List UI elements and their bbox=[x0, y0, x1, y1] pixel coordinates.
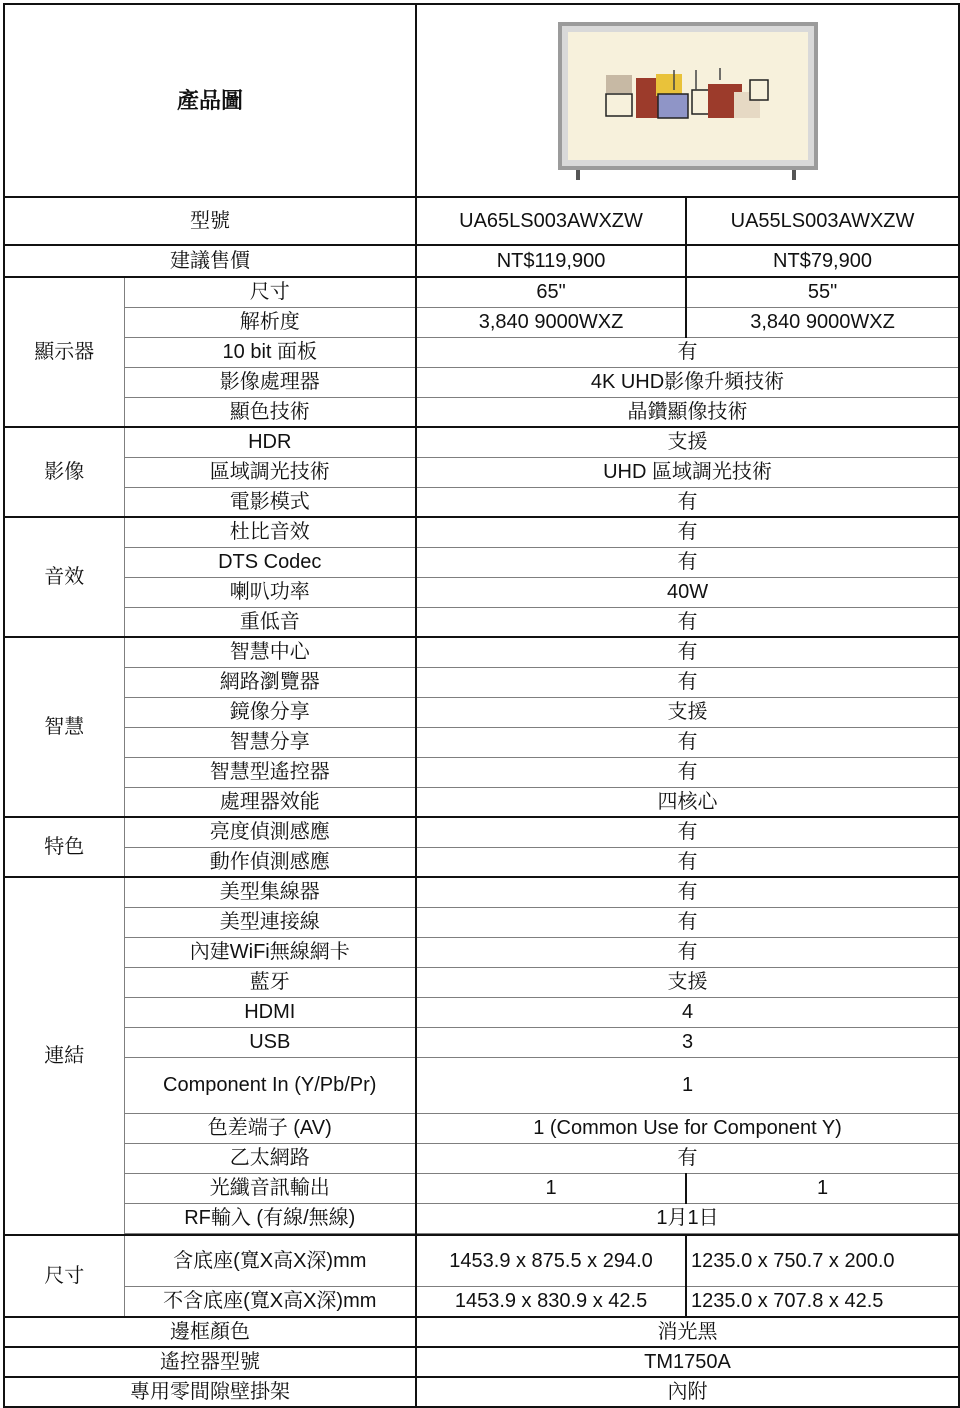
row-value: 有 bbox=[416, 1143, 959, 1173]
tv-left-leg bbox=[576, 170, 580, 180]
row-label: 專用零間隙壁掛架 bbox=[4, 1377, 416, 1407]
spec-row bbox=[4, 457, 959, 487]
row-value-2: 3,840 9000WXZ bbox=[686, 307, 959, 337]
spec-row bbox=[4, 1317, 959, 1347]
model-row bbox=[4, 197, 959, 245]
tv-frame-image bbox=[556, 20, 820, 182]
row-label: 尺寸 bbox=[124, 277, 416, 307]
row-value: 有 bbox=[416, 847, 959, 877]
row-value: 有 bbox=[416, 547, 959, 577]
row-label: 杜比音效 bbox=[124, 517, 416, 547]
spec-row bbox=[4, 787, 959, 817]
group-connectivity: 連結 bbox=[4, 877, 124, 1235]
spec-row bbox=[4, 637, 959, 667]
row-label: DTS Codec bbox=[124, 547, 416, 577]
row-value: 1 bbox=[416, 1057, 959, 1113]
spec-row bbox=[4, 517, 959, 547]
row-value: 四核心 bbox=[416, 787, 959, 817]
row-value: 有 bbox=[416, 757, 959, 787]
row-value: 支援 bbox=[416, 697, 959, 727]
spec-row bbox=[4, 1143, 959, 1173]
spec-row bbox=[4, 937, 959, 967]
row-label: 智慧型遙控器 bbox=[124, 757, 416, 787]
row-label: 智慧分享 bbox=[124, 727, 416, 757]
row-value-2: 1235.0 x 750.7 x 200.0 bbox=[686, 1235, 959, 1287]
row-value-1: 1453.9 x 875.5 x 294.0 bbox=[416, 1235, 686, 1287]
row-value: 1月1日 bbox=[416, 1203, 959, 1233]
row-value: TM1750A bbox=[416, 1347, 959, 1377]
row-value: 支援 bbox=[416, 967, 959, 997]
spec-row bbox=[4, 1235, 959, 1287]
row-label: 邊框顏色 bbox=[4, 1317, 416, 1347]
row-value: 有 bbox=[416, 877, 959, 907]
row-label: 電影模式 bbox=[124, 487, 416, 517]
product-image-label: 產品圖 bbox=[4, 4, 416, 197]
row-label: 藍牙 bbox=[124, 967, 416, 997]
spec-row bbox=[4, 907, 959, 937]
row-value-1: 65" bbox=[416, 277, 686, 307]
spec-table bbox=[3, 3, 960, 1408]
row-label: 美型連接線 bbox=[124, 907, 416, 937]
spec-row bbox=[4, 577, 959, 607]
row-label: 網路瀏覽器 bbox=[124, 667, 416, 697]
row-value: 1 (Common Use for Component Y) bbox=[416, 1113, 959, 1143]
row-value: 40W bbox=[416, 577, 959, 607]
row-value-2: 1235.0 x 707.8 x 42.5 bbox=[686, 1287, 959, 1317]
spec-row bbox=[4, 1287, 959, 1317]
spec-row bbox=[4, 967, 959, 997]
group-features: 特色 bbox=[4, 817, 124, 877]
row-label: 10 bit 面板 bbox=[124, 337, 416, 367]
price-1: NT$119,900 bbox=[416, 245, 686, 277]
row-label: 喇叭功率 bbox=[124, 577, 416, 607]
spec-row bbox=[4, 607, 959, 637]
spec-row bbox=[4, 757, 959, 787]
spec-row bbox=[4, 427, 959, 457]
model-2: UA55LS003AWXZW bbox=[686, 197, 959, 245]
row-value: 4 bbox=[416, 997, 959, 1027]
row-value: 有 bbox=[416, 817, 959, 847]
row-label: 遙控器型號 bbox=[4, 1347, 416, 1377]
row-value: 有 bbox=[416, 337, 959, 367]
group-image: 影像 bbox=[4, 427, 124, 517]
row-label: 處理器效能 bbox=[124, 787, 416, 817]
row-label: HDR bbox=[124, 427, 416, 457]
row-value: UHD 區域調光技術 bbox=[416, 457, 959, 487]
row-value: 3 bbox=[416, 1027, 959, 1057]
row-label: Component In (Y/Pb/Pr) bbox=[124, 1057, 416, 1113]
row-value: 內附 bbox=[416, 1377, 959, 1407]
spec-row bbox=[4, 1377, 959, 1407]
spec-row bbox=[4, 367, 959, 397]
spec-row bbox=[4, 337, 959, 367]
row-label: 鏡像分享 bbox=[124, 697, 416, 727]
spec-row bbox=[4, 1203, 959, 1233]
row-value-2: 1 bbox=[686, 1173, 959, 1203]
row-value-1: 3,840 9000WXZ bbox=[416, 307, 686, 337]
row-label: 區域調光技術 bbox=[124, 457, 416, 487]
row-label: 含底座(寬X高X深)mm bbox=[124, 1235, 416, 1287]
spec-row bbox=[4, 997, 959, 1027]
row-label: 影像處理器 bbox=[124, 367, 416, 397]
group-display: 顯示器 bbox=[4, 277, 124, 427]
row-label: 顯色技術 bbox=[124, 397, 416, 427]
row-label: HDMI bbox=[124, 997, 416, 1027]
spec-row bbox=[4, 877, 959, 907]
row-value: 晶鑽顯像技術 bbox=[416, 397, 959, 427]
row-value-2: 55" bbox=[686, 277, 959, 307]
group-audio: 音效 bbox=[4, 517, 124, 637]
spec-row bbox=[4, 817, 959, 847]
row-label: 解析度 bbox=[124, 307, 416, 337]
price-2: NT$79,900 bbox=[686, 245, 959, 277]
row-label: 重低音 bbox=[124, 607, 416, 637]
spec-row bbox=[4, 1057, 959, 1113]
model-label: 型號 bbox=[4, 197, 416, 245]
row-label: 乙太網路 bbox=[124, 1143, 416, 1173]
product-image-cell bbox=[416, 4, 959, 197]
row-value-1: 1 bbox=[416, 1173, 686, 1203]
row-value: 有 bbox=[416, 907, 959, 937]
row-value: 4K UHD影像升頻技術 bbox=[416, 367, 959, 397]
row-label: 不含底座(寬X高X深)mm bbox=[124, 1287, 416, 1317]
price-row bbox=[4, 245, 959, 277]
row-label: 內建WiFi無線網卡 bbox=[124, 937, 416, 967]
row-value: 消光黑 bbox=[416, 1317, 959, 1347]
row-label: 色差端子 (AV) bbox=[124, 1113, 416, 1143]
row-value: 有 bbox=[416, 637, 959, 667]
row-value: 有 bbox=[416, 607, 959, 637]
row-value: 有 bbox=[416, 727, 959, 757]
spec-row bbox=[4, 397, 959, 427]
row-value: 有 bbox=[416, 937, 959, 967]
model-1: UA65LS003AWXZW bbox=[416, 197, 686, 245]
row-label: RF輸入 (有線/無線) bbox=[124, 1203, 416, 1233]
group-smart: 智慧 bbox=[4, 637, 124, 817]
row-label: 美型集線器 bbox=[124, 877, 416, 907]
spec-row bbox=[4, 847, 959, 877]
row-value: 有 bbox=[416, 667, 959, 697]
spec-row bbox=[4, 277, 959, 307]
price-label: 建議售價 bbox=[4, 245, 416, 277]
row-value: 有 bbox=[416, 517, 959, 547]
spec-row bbox=[4, 727, 959, 757]
spec-row bbox=[4, 697, 959, 727]
row-label: USB bbox=[124, 1027, 416, 1057]
row-value-1: 1453.9 x 830.9 x 42.5 bbox=[416, 1287, 686, 1317]
spec-row bbox=[4, 1173, 959, 1203]
spec-row bbox=[4, 1113, 959, 1143]
tv-right-leg bbox=[792, 170, 796, 180]
row-label: 光纖音訊輸出 bbox=[124, 1173, 416, 1203]
row-value: 有 bbox=[416, 487, 959, 517]
spec-row bbox=[4, 1347, 959, 1377]
row-label: 亮度偵測感應 bbox=[124, 817, 416, 847]
row-label: 動作偵測感應 bbox=[124, 847, 416, 877]
spec-row bbox=[4, 487, 959, 517]
product-image-row bbox=[4, 4, 959, 197]
group-dimensions: 尺寸 bbox=[4, 1235, 124, 1317]
spec-row bbox=[4, 1027, 959, 1057]
spec-row bbox=[4, 547, 959, 577]
row-value: 支援 bbox=[416, 427, 959, 457]
spec-row bbox=[4, 667, 959, 697]
spec-row bbox=[4, 307, 959, 337]
row-label: 智慧中心 bbox=[124, 637, 416, 667]
